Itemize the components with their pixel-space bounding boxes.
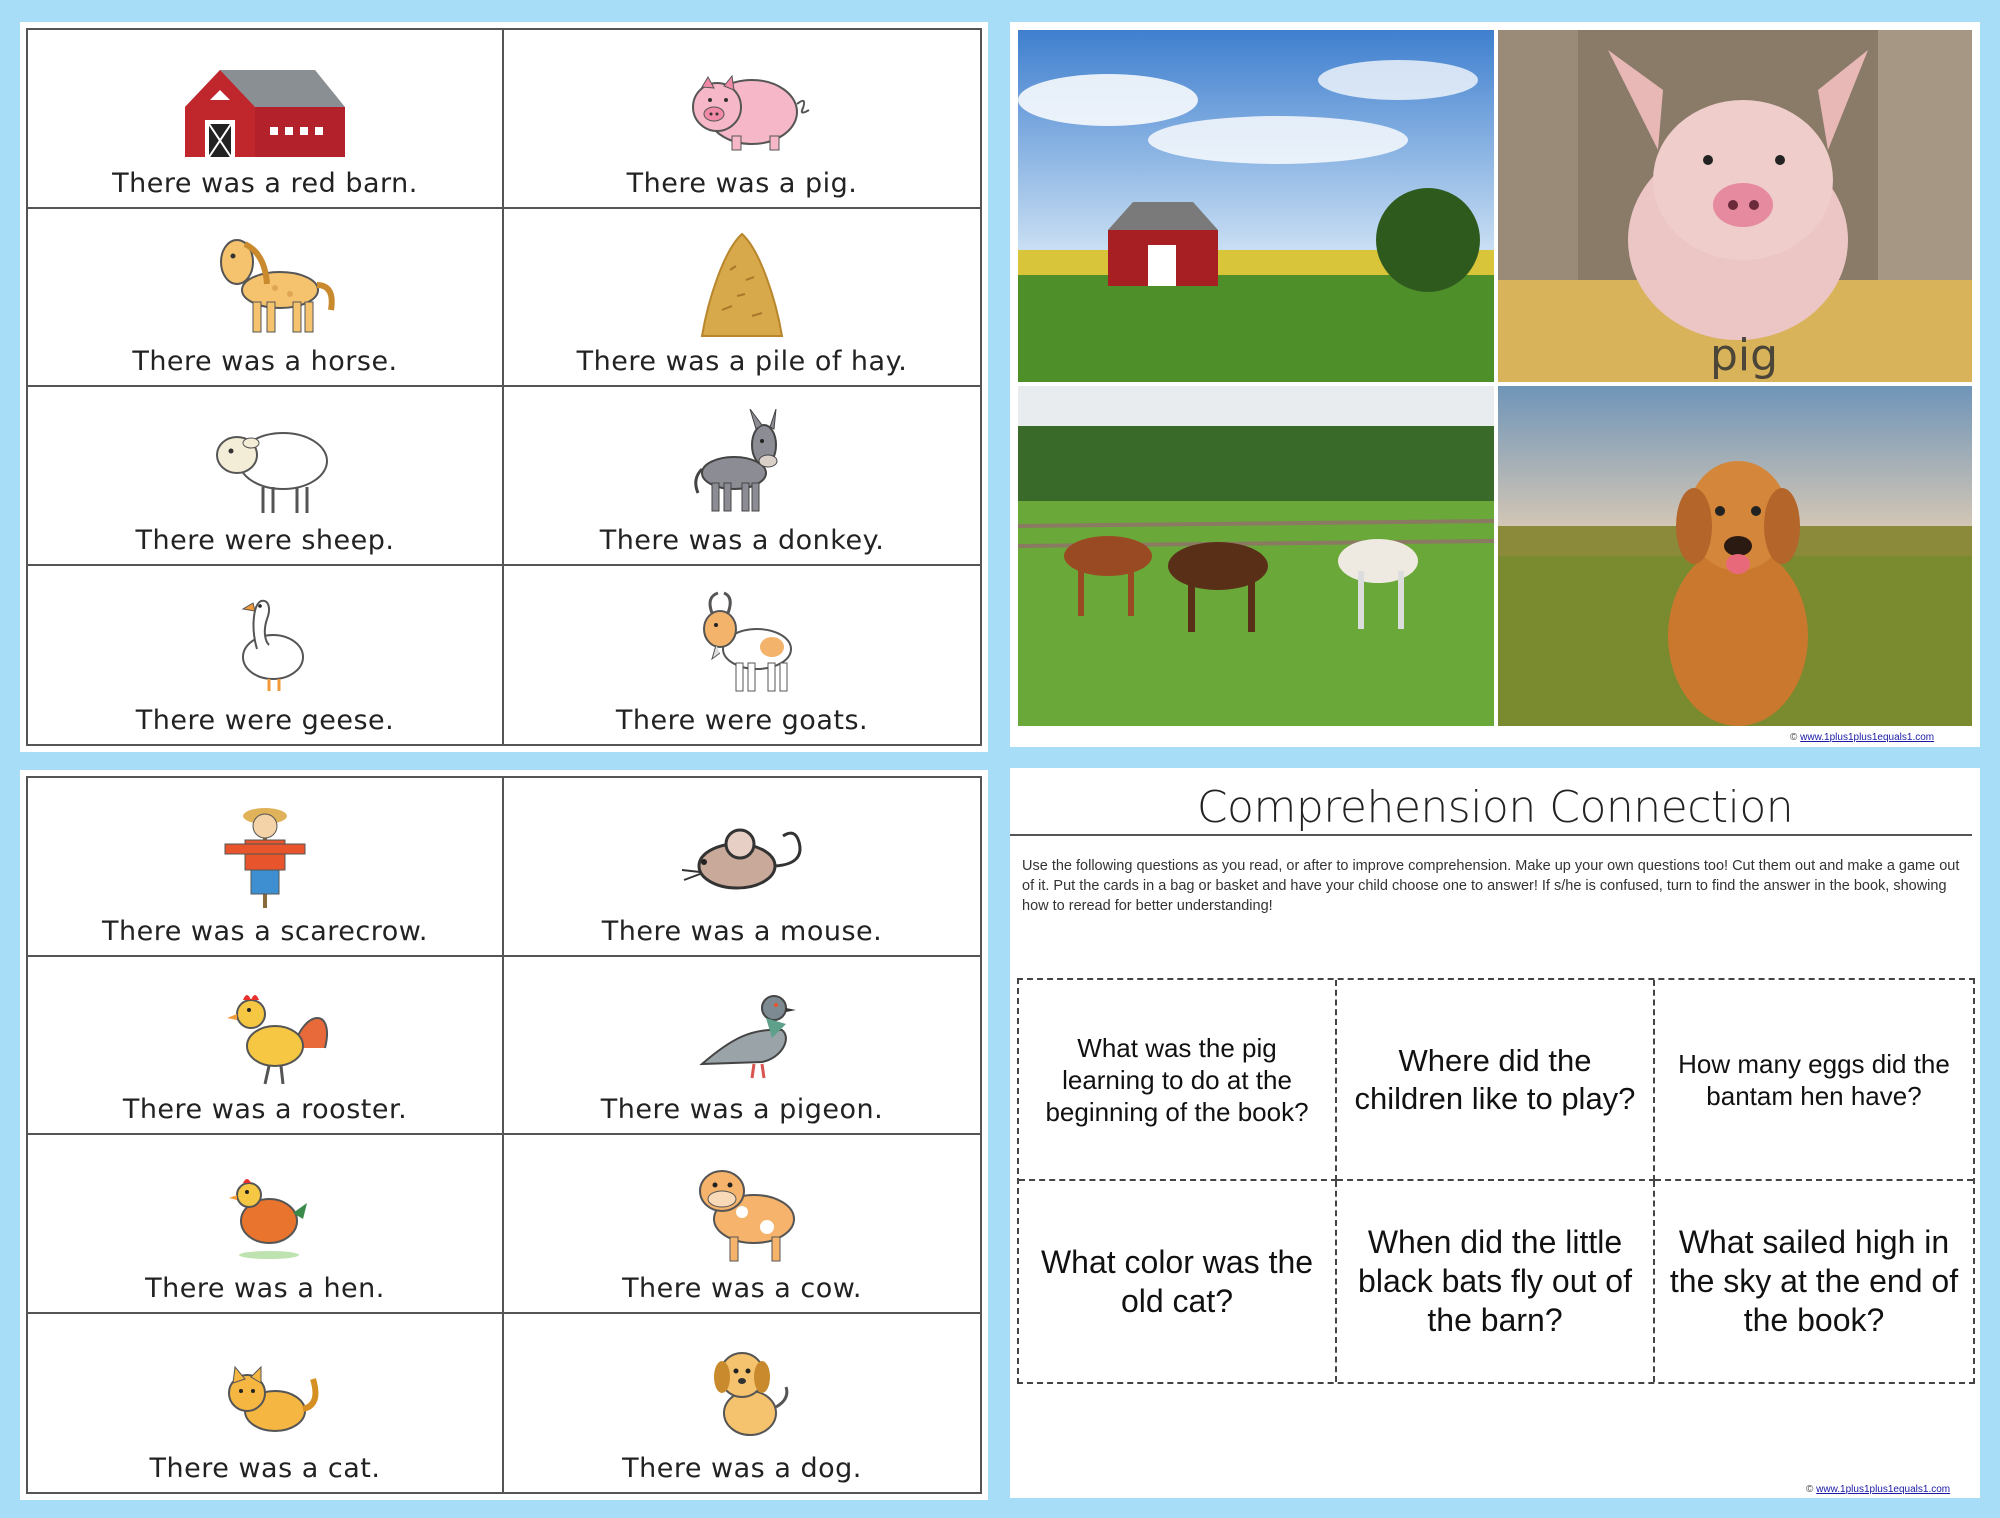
photo-barn [1018,30,1494,382]
card-label: There was a cat. [149,1453,381,1484]
card-goat [504,566,980,745]
sheep-icon [165,409,365,519]
card-hay [504,209,980,388]
card-scarecrow [28,778,504,957]
mouse-icon [642,800,842,910]
card-label: There was a dog. [622,1453,862,1484]
card-label: There were geese. [135,705,395,736]
photo-pig [1498,30,1972,382]
pigeon-icon [642,978,842,1088]
vocab-cards-page-2 [20,770,988,1500]
scarecrow-icon [165,800,365,910]
card-label: There was a hen. [145,1272,385,1304]
vocab-cards-page-1 [20,22,988,752]
card-label: There was a mouse. [601,915,883,947]
photo-collage [1010,22,1980,747]
card-label: There was a cow. [622,1272,862,1304]
pig-photo-label: pig [1710,330,1779,381]
dog-icon [642,1337,842,1447]
goose-icon [165,589,365,699]
card-grid [26,776,982,1494]
horse-icon [165,230,365,340]
card-sheep [28,387,504,566]
card-rooster [28,957,504,1136]
card-label: There was a pile of hay. [576,346,908,377]
question-card[interactable]: What was the pig learning to do at the beginning of the book? [1019,980,1337,1181]
card-label: There was a scarecrow. [102,915,428,947]
card-label: There was a pig. [626,167,858,199]
question-cards [1017,978,1975,1384]
card-label: There was a horse. [132,346,398,377]
cat-icon [165,1337,365,1447]
page-title: Comprehension Connection [1196,782,1794,833]
question-card[interactable]: What sailed high in the sky at the end of the book? [1669,1224,1959,1338]
photo-horses [1018,386,1494,726]
pig-icon [642,52,842,162]
hay-icon [642,230,842,340]
card-pigeon [504,957,980,1136]
photo-dog [1498,386,1972,726]
title-divider [1010,834,1972,836]
card-label: There were goats. [615,705,869,736]
card-cat [28,1314,504,1493]
card-horse [28,209,504,388]
card-hen [28,1135,504,1314]
card-barn [28,30,504,209]
card-label: There was a red barn. [112,167,418,199]
card-label: There was a rooster. [122,1094,408,1125]
card-mouse [504,778,980,957]
goat-icon [642,589,842,699]
question-card[interactable]: What color was the old cat? [1019,1181,1337,1382]
card-label: There were sheep. [135,524,395,556]
card-dog [504,1314,980,1493]
rooster-icon [165,978,365,1088]
donkey-icon [642,409,842,519]
card-label: There was a pigeon. [600,1094,884,1125]
card-cow [504,1135,980,1314]
card-goose [28,566,504,745]
barn-icon [165,52,365,162]
page-credit[interactable]: © www.1plus1plus1equals1.com [1806,1484,1951,1495]
instructions-text: Use the following questions as you read, or after to improve comprehension. Make up your own questions too! Cut them out and make a game out of it. Put the cards in a bag or basket and have your child choose one to answer! If s/he is confused, turn to find the answer in the book, showing how to reread for better understanding! [1022,858,1960,914]
card-label: There was a donkey. [599,524,885,556]
card-donkey [504,387,980,566]
cow-icon [642,1157,842,1267]
question-card[interactable]: Where did the children like to play? [1337,980,1655,1181]
comprehension-page [1010,768,1980,1498]
card-pig [504,30,980,209]
card-grid [26,28,982,746]
hen-icon [165,1157,365,1267]
question-card[interactable]: When did the little black bats fly out of the barn? [1337,1181,1655,1382]
photo-credit[interactable]: © www.1plus1plus1equals1.com [1790,732,1935,743]
question-card[interactable]: How many eggs did the bantam hen have? [1655,980,1973,1181]
